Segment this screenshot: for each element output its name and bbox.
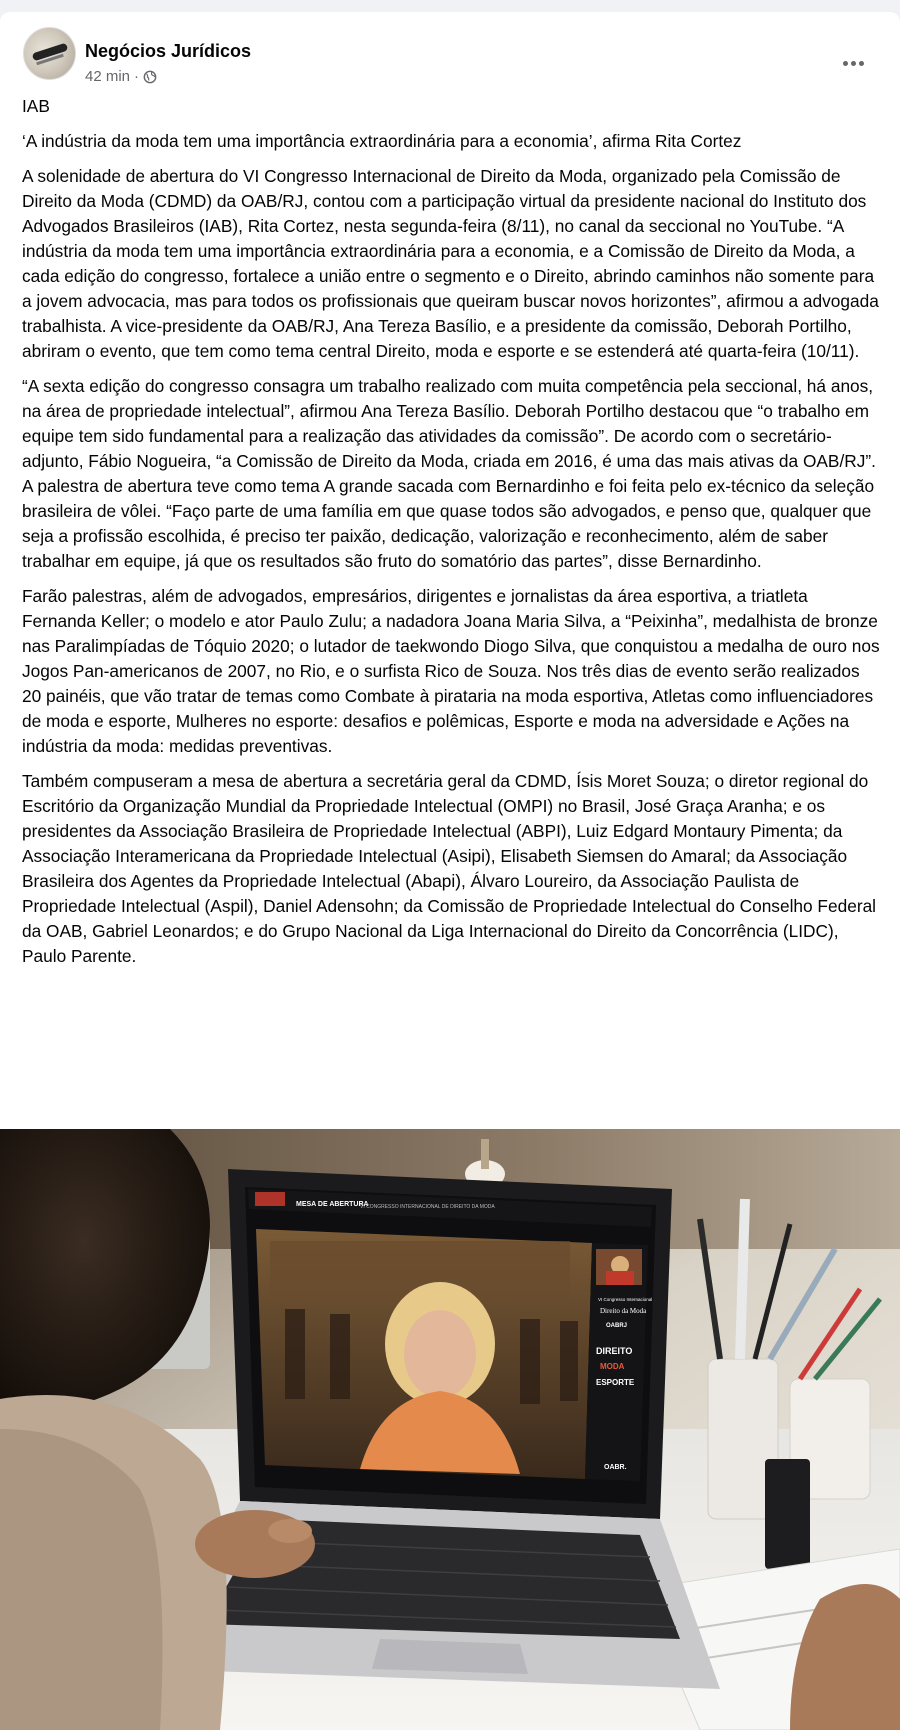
side-panel-brand: OABRJ xyxy=(606,1323,628,1329)
more-dot xyxy=(843,61,848,66)
page-name-link[interactable]: Negócios Jurídicos xyxy=(85,41,252,61)
meta-separator: · xyxy=(134,68,140,85)
screen-subheader-text: VI CONGRESSO INTERNACIONAL DE DIREITO DA MODA xyxy=(360,1204,495,1210)
side-panel-theme-2: MODA xyxy=(600,1362,625,1371)
post-photo[interactable] xyxy=(0,1129,900,1730)
side-panel-title-1: VI Congresso Internacional xyxy=(598,1297,653,1302)
side-panel-theme-1: DIREITO xyxy=(596,1346,633,1356)
post-paragraph: Farão palestras, além de advogados, empresários, dirigentes e jornalistas da área esportiva, a triatleta Fernanda Keller; o modelo e ator Paulo Zulu; a nadadora Joana Maria Silva, a “Peixinha”, medalhista de bronze nas Paralimpíadas de Tóquio 2020; o lutador de taekwondo Diogo Silva, que conquistou a medalha de ouro nos Jogos Pan-americanos de 2007, no Rio, e o surfista Rico de Souza. Nos três dias de evento serão realizados 20 painéis, que vão tratar de temas como Combate à pirataria na moda esportiva, Atletas como influenciadores de moda e esporte, Mulheres no esporte: desafios e polêmicas, Esporte e moda na adversidade e Ações na indústria da moda: medidas preventivas. xyxy=(22,586,880,756)
page-avatar[interactable] xyxy=(23,27,76,80)
timestamp-link[interactable]: 42 min xyxy=(85,68,131,85)
post-paragraph: IAB xyxy=(22,96,50,116)
laptop-photo-illustration xyxy=(0,1129,900,1730)
post-text xyxy=(22,94,880,979)
side-panel-footer-brand: OABR. xyxy=(604,1464,627,1471)
side-panel-title-2: Direito da Moda xyxy=(600,1307,647,1315)
more-dot xyxy=(859,61,864,66)
post-paragraph: “A sexta edição do congresso consagra um trabalho realizado com muita competência pela seccional, há anos, na área de propriedade intelectual”, afirmou Ana Tereza Basílio. Deborah Portilho destacou que “o trabalho em equipe tem sido fundamental para a realização das atividades da comissão”. De acordo com o secretário-adjunto, Fábio Nogueira, “a Comissão de Direito da Moda, criada em 2016, é uma das mais ativas da OAB/RJ”. A palestra de abertura teve como tema A grande sacada com Bernardinho e foi feita pelo ex-técnico da seleção brasileira de vôlei. “Faço parte de uma família em que quase todos são advogados, e penso que, qualquer que seja a profissão escolhida, é preciso ter paixão, dedicação, valorização e reconhecimento, além de saber trabalhar em equipe, já que os resultados são fruto do somatório das partes”, disse Bernardinho. xyxy=(22,376,876,571)
post-paragraph: ‘A indústria da moda tem uma importância extraordinária para a economia’, afirma Rita Cortez xyxy=(22,131,742,151)
post-paragraph: A solenidade de abertura do VI Congresso Internacional de Direito da Moda, organizado pela Comissão de Direito da Moda (CDMD) da OAB/RJ, contou com a participação virtual da presidente nacional do Instituto dos Advogados Brasileiros (IAB), Rita Cortez, nesta segunda-feira (8/11), no canal da seccional no YouTube. “A indústria da moda tem uma importância extraordinária para a economia, e a Comissão de Direito da Moda, a cada edição do congresso, fortalece a união entre o segmento e o Direito, abrindo caminhos não somente para a jovem advocacia, mas para todos os profissionais que queiram buscar novos horizontes”, afirmou a advogada trabalhista. A vice-presidente da OAB/RJ, Ana Tereza Basílio, e a presidente da comissão, Deborah Portilho, abriram o evento, que tem como tema central Direito, moda e esporte e se estenderá até quarta-feira (10/11). xyxy=(22,166,879,361)
post-paragraph: Também compuseram a mesa de abertura a secretária geral da CDMD, Ísis Moret Souza; o diretor regional do Escritório da Organização Mundial da Propriedade Intelectual (OMPI) no Brasil, José Graça Aranha; e os presidentes da Associação Brasileira de Propriedade Intelectual (ABPI), Luiz Edgard Montaury Pimenta; da Associação Interamericana da Propriedade Intelectual (Asipi), Elisabeth Siemsen do Amaral; da Associação Brasileira dos Agentes da Propriedade Intelectual (Abapi), Álvaro Loureiro, da Associação Paulista de Propriedade Intelectual (Aspil), Daniel Adensohn; da Comissão de Propriedade Intelectual do Conselho Federal da OAB, Gabriel Leonardos; e do Grupo Nacional da Liga Internacional do Direito da Concorrência (LIDC), Paulo Parente. xyxy=(22,771,877,966)
post-header xyxy=(23,27,883,85)
more-options-icon[interactable] xyxy=(835,53,871,73)
side-panel-theme-3: ESPORTE xyxy=(596,1378,635,1387)
screen-header-text: MESA DE ABERTURA xyxy=(296,1201,369,1208)
more-dot xyxy=(851,61,856,66)
globe-icon[interactable] xyxy=(143,70,157,84)
post-card xyxy=(0,12,900,1730)
post-meta xyxy=(85,68,157,85)
